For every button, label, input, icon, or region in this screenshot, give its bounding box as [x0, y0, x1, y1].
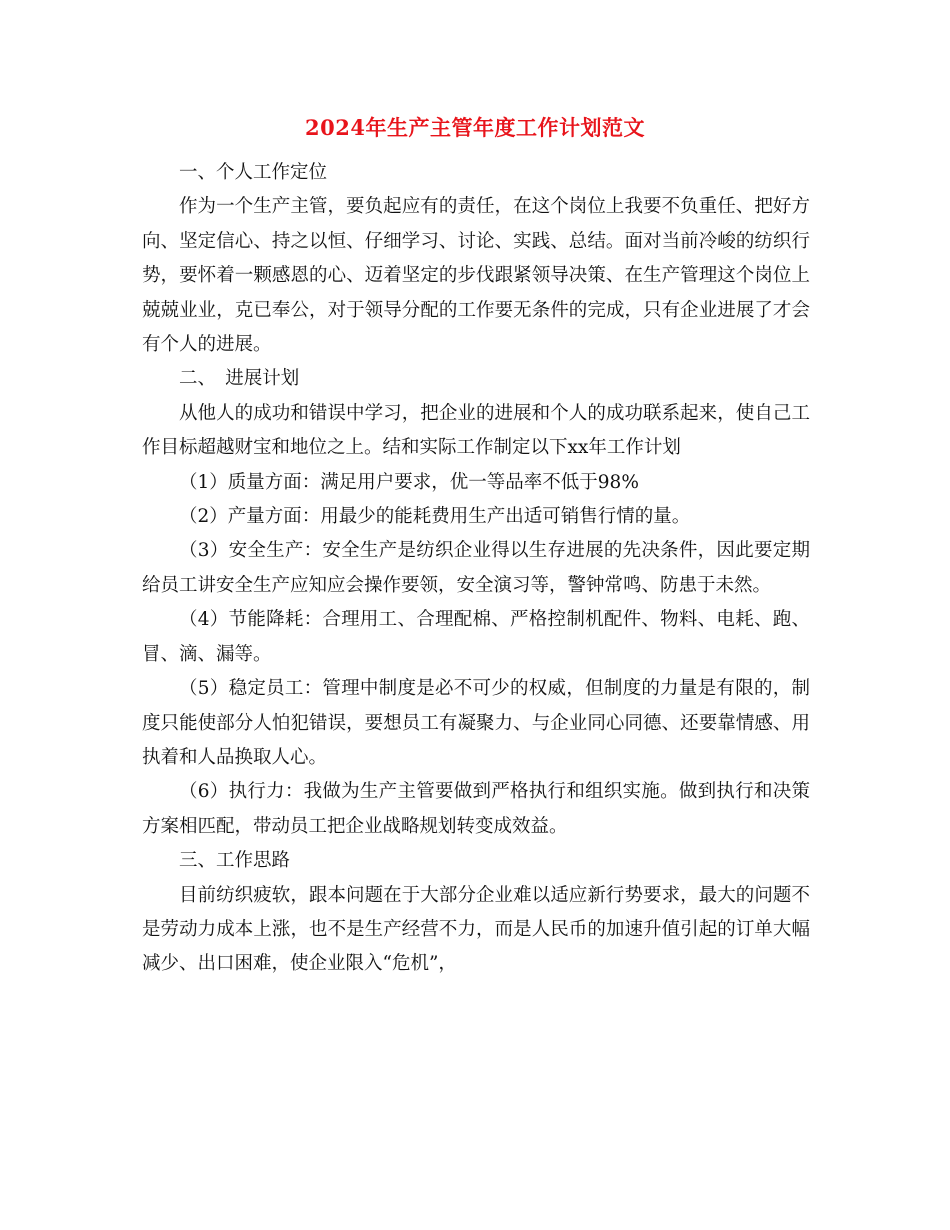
document-body: [142, 156, 810, 982]
section-heading-2: 二、 进展计划: [179, 368, 300, 390]
plan-item-output: （2）产量方面：用最少的能耗费用生产出适可销售行情的量。: [179, 506, 691, 528]
document-title: 2024年生产主管年度工作计划范文: [305, 115, 645, 140]
plan-item-execution: （6）执行力：我做为生产主管要做到严格执行和组织实施。做到执行和决策方案相匹配，带动员工把企业战略规划转变成效益。: [142, 781, 810, 837]
plan-item-quality: （1）质量方面：满足用户要求，优一等品率不低于98%: [179, 471, 639, 493]
paragraph: 目前纺织疲软，跟本问题在于大部分企业难以适应新行势要求，最大的问题不是劳动力成本上涨，也不是生产经营不力，而是人民币的加速升值引起的订单大幅减少、出口困难，使企业限入“危机”，: [142, 884, 810, 975]
plan-item-energy: （4）节能降耗：合理用工、合理配棉、严格控制机配件、物料、电耗、跑、冒、滴、漏等。: [142, 609, 810, 665]
section-heading-3: 三、工作思路: [179, 850, 291, 872]
plan-item-safety: （3）安全生产：安全生产是纺织企业得以生存进展的先决条件，因此要定期给员工讲安全生产应知应会操作要领，安全演习等，警钟常鸣、防患于未然。: [142, 540, 810, 596]
paragraph: 从他人的成功和错误中学习，把企业的进展和个人的成功联系起来，使自己工作目标超越财宝和地位之上。结和实际工作制定以下xx年工作计划: [142, 402, 810, 459]
plan-item-staff: （5）稳定员工：管理中制度是必不可少的权威，但制度的力量是有限的，制度只能使部分人怕犯错误，要想员工有凝聚力、与企业同心同德、还要靠情感、用执着和人品换取人心。: [142, 678, 810, 768]
paragraph: 作为一个生产主管，要负起应有的责任，在这个岗位上我要不负重任、把好方向、坚定信心、持之以恒、仔细学习、讨论、实践、总结。面对当前冷峻的纺织行势，要怀着一颗感恩的心、迈着坚定的步伐跟紧领导决策、在生产管理这个岗位上兢兢业业，克已奉公，对于领导分配的工作要无条件的完成，只有企业进展了才会有个人的进展。: [142, 196, 810, 356]
section-heading-1: 一、个人工作定位: [179, 162, 328, 183]
